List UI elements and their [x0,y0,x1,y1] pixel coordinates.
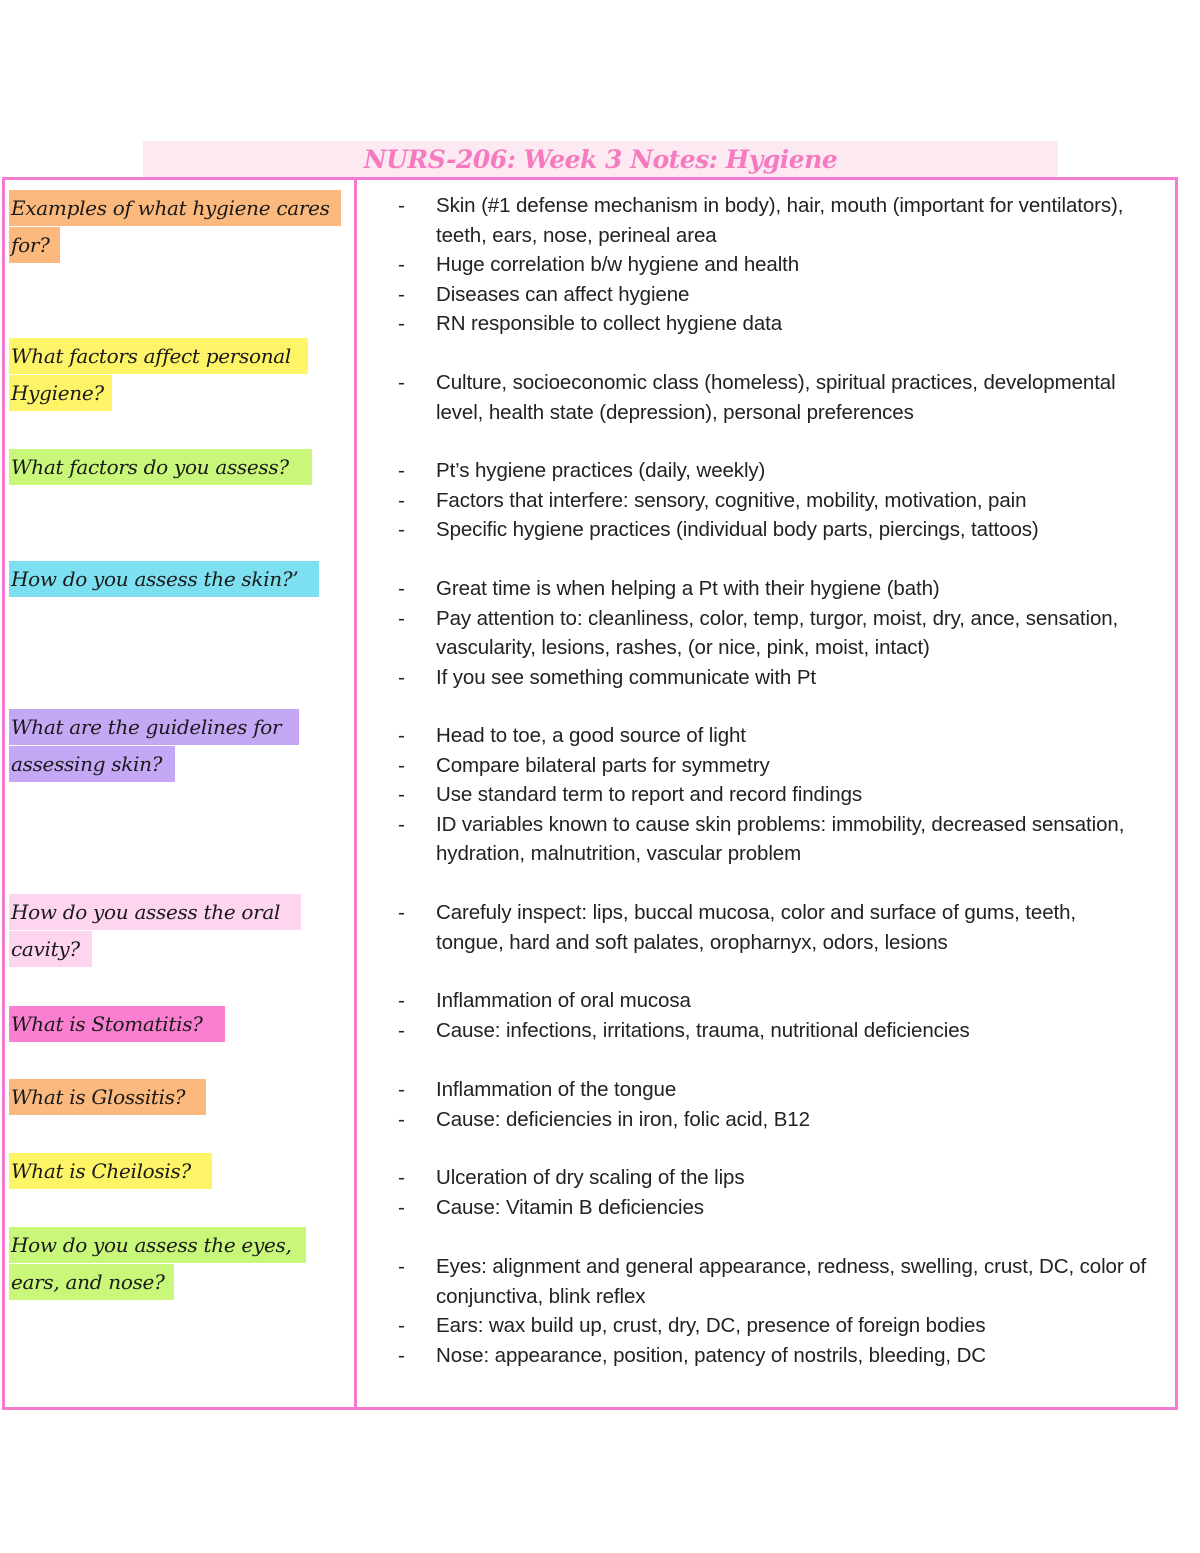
bullet-item [398,250,1158,280]
bullet-text: Skin (#1 defense mechanism in body), hair, mouth (important for ventilators), teeth, ears, nose, perineal area [436,194,1124,247]
bullet-text: Diseases can affect hygiene [436,282,690,306]
bullet-text: Inflammation of oral mucosa [436,989,691,1012]
dash-marker: - [398,518,405,541]
question-line: What is Stomatitis? [9,1006,225,1042]
answer-list-cheilosis [398,1163,1168,1222]
bullet-item [398,604,1138,663]
dash-marker: - [398,1107,405,1131]
dash-marker: - [398,1314,405,1337]
bullet-item [398,810,1158,869]
bullet-text: ID variables known to cause skin problems: immobility, decreased sensation, hydration, malnutrition, vascular problem [436,812,1125,865]
question-line: What factors affect personal [9,338,308,374]
dash-marker: - [398,282,405,306]
bullet-item [398,898,1138,957]
bullet-text: Carefuly inspect: lips, buccal mucosa, color and surface of gums, teeth, tongue, hard and soft palates, oropharnyx, odors, lesions [436,901,1077,954]
bullet-item [398,1105,1168,1135]
bullet-text: If you see something communicate with Pt [436,665,816,689]
bullet-item [398,515,1168,545]
dash-marker: - [398,371,405,394]
answer-list-examples-hygiene [398,191,1158,339]
bullet-item [398,1311,1148,1341]
question-line: ears, and nose? [9,1264,174,1300]
bullet-text: Inflammation of the tongue [436,1078,677,1101]
bullet-text: Ulceration of dry scaling of the lips [436,1166,745,1189]
question-line: What are the guidelines for [9,709,299,745]
question-line: How do you assess the eyes, [9,1227,306,1263]
dash-marker: - [398,1018,405,1042]
answer-list-oral-cavity [398,898,1138,957]
dash-marker: - [398,194,405,217]
answer-list-glossitis [398,1075,1168,1134]
bullet-item [398,751,1158,781]
bullet-text: Cause: infections, irritations, trauma, nutritional deficiencies [436,1018,970,1042]
question-line: What is Glossitis? [9,1079,206,1115]
bullet-text: Use standard term to report and record findings [436,783,863,806]
dash-marker: - [398,989,405,1012]
bullet-item [398,309,1158,339]
bullet-item [398,721,1158,751]
bullet-item [398,1252,1148,1311]
bullet-text: Specific hygiene practices (individual body parts, piercings, tattoos) [436,518,1039,541]
question-line: cavity? [9,931,92,967]
bullet-item [398,486,1168,516]
dash-marker: - [398,1078,405,1101]
bullet-item [398,1016,1168,1046]
bullet-item [398,663,1138,693]
bullet-text: Pt’s hygiene practices (daily, weekly) [436,459,766,482]
bullet-text: RN responsible to collect hygiene data [436,312,783,335]
question-line: What is Cheilosis? [9,1153,212,1189]
dash-marker: - [398,1195,405,1219]
dash-marker: - [398,1343,405,1367]
question-line: What factors do you assess? [9,449,312,485]
question-line: Hygiene? [9,375,112,411]
bullet-text: Eyes: alignment and general appearance, redness, swelling, crust, DC, color of conjunctiva, blink reflex [436,1255,1147,1308]
bullet-text: Ears: wax build up, crust, dry, DC, presence of foreign bodies [436,1314,986,1337]
bullet-item [398,780,1158,810]
bullet-text: Cause: deficiencies in iron, folic acid, B12 [436,1107,810,1131]
bullet-text: Factors that interfere: sensory, cognitive, mobility, motivation, pain [436,488,1027,512]
bullet-item [398,574,1138,604]
dash-marker: - [398,1255,405,1278]
dash-marker: - [398,812,405,836]
bullet-item [398,986,1168,1016]
bullet-item [398,1341,1148,1371]
dash-marker: - [398,665,405,689]
dash-marker: - [398,724,405,747]
bullet-item [398,368,1168,427]
bullet-text: Pay attention to: cleanliness, color, temp, turgor, moist, dry, ance, sensation, vascularity, lesions, rashes, (or nice, pink, moist, intact) [436,606,1119,659]
bullet-text: Compare bilateral parts for symmetry [436,753,770,777]
dash-marker: - [398,488,405,512]
answer-list-assess-skin [398,574,1138,692]
bullet-item [398,1193,1168,1223]
dash-marker: - [398,577,405,600]
bullet-text: Nose: appearance, position, patency of nostrils, bleeding, DC [436,1343,987,1367]
question-line: assessing skin? [9,746,175,782]
bullet-item [398,1163,1168,1193]
bullet-text: Huge correlation b/w hygiene and health [436,253,800,276]
answer-list-stomatitis [398,986,1168,1045]
answer-list-eyes-ears-nose [398,1252,1148,1370]
dash-marker: - [398,783,405,806]
question-line: How do you assess the oral [9,894,301,930]
bullet-text: Great time is when helping a Pt with their hygiene (bath) [436,577,940,600]
bullet-text: Head to toe, a good source of light [436,724,746,747]
bullet-text: Cause: Vitamin B deficiencies [436,1195,704,1219]
question-line: How do you assess the skin?’ [9,561,319,597]
bullet-item [398,191,1158,250]
bullet-text: Culture, socioeconomic class (homeless), spiritual practices, developmental level, health state (depression), personal preferences [436,371,1116,424]
dash-marker: - [398,253,405,276]
answer-list-factors-assess [398,456,1168,545]
dash-marker: - [398,901,405,924]
dash-marker: - [398,606,405,630]
bullet-item [398,1075,1168,1105]
answer-list-factors-personal-hygiene [398,368,1168,427]
bullet-item [398,456,1168,486]
bullet-item [398,280,1158,310]
dash-marker: - [398,312,405,335]
column-divider [354,177,357,1410]
dash-marker: - [398,1166,405,1189]
answer-list-skin-guidelines [398,721,1158,869]
question-line: for? [9,227,60,263]
question-line: Examples of what hygiene cares [9,190,341,226]
dash-marker: - [398,459,405,482]
dash-marker: - [398,753,405,777]
page-title: NURS-206: Week 3 Notes: Hygiene [363,145,838,174]
